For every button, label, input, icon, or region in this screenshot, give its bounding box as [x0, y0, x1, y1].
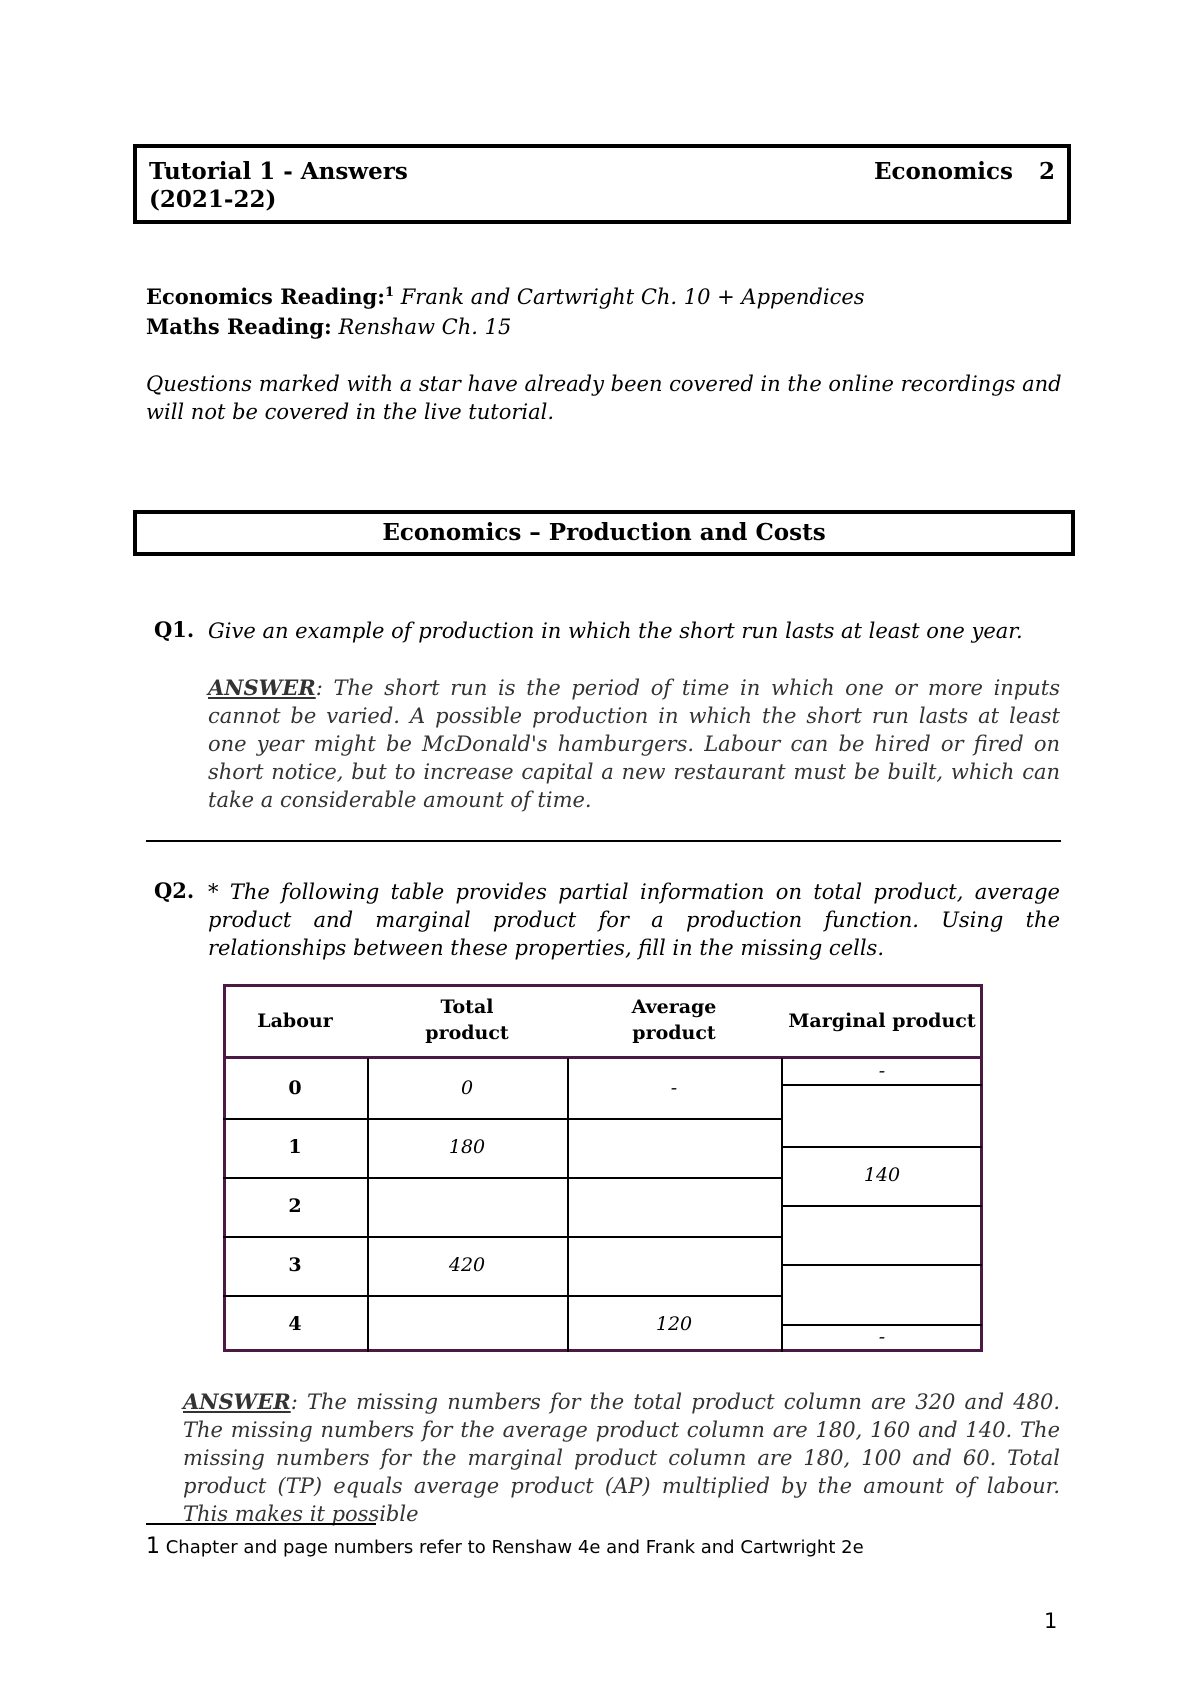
q1-answer-text: : The short run is the period of time in which one or more inputs cannot be varied. A possible production in which the short run lasts at least one year might be McDonald's hamburgers. Labour can be hired or fired on short notice, but to increase capital a new restaurant must be built, which can take a considerable amount of time. [208, 676, 1060, 812]
header-marginal-product: Marginal product [788, 1010, 976, 1032]
maths-reading [146, 314, 511, 339]
mp-line [782, 1264, 982, 1266]
cell-tp: 420 [448, 1254, 486, 1276]
cell-mp-top: - [878, 1060, 886, 1082]
cell-labour: 3 [288, 1254, 302, 1276]
cell-ap: - [670, 1077, 678, 1099]
col-sep-2 [567, 1058, 569, 1352]
q2-question: * The following table provides partial information on total product, average product and marginal product for a production function. Using the relationships between these properties, fill in the missing cells. [208, 880, 1060, 960]
row-line [223, 1295, 782, 1297]
economics-reading-label: Economics Reading: [146, 284, 385, 309]
page-number: 1 [1044, 1609, 1058, 1633]
row-line [223, 1177, 782, 1179]
q2-answer-text: : The missing numbers for the total product column are 320 and 480. The missing numbers for the average product column are 180, 160 and 140. The missing numbers for the marginal product column are 180, 100 and 60. Total product (TP) equals average product (AP) multiplied by the amount of labour. This makes it possible [183, 1390, 1060, 1526]
mp-line [782, 1205, 982, 1207]
academic-year: (2021-22) [149, 186, 277, 213]
header-border [223, 1056, 983, 1059]
header-labour: Labour [257, 1010, 333, 1032]
footnote-separator [146, 1523, 376, 1525]
cell-labour: 2 [288, 1195, 302, 1217]
divider [146, 840, 1061, 842]
q2-answer-label: ANSWER [183, 1389, 291, 1414]
maths-reading-text: Renshaw Ch. 15 [338, 315, 512, 339]
cell-ap: 120 [655, 1313, 693, 1335]
footnote-ref: 1 [384, 285, 395, 300]
document-title: Tutorial 1 - Answers [149, 158, 408, 185]
section-title: Economics – Production and Costs [133, 510, 1075, 556]
q2-answer [183, 1388, 1060, 1528]
cell-labour: 4 [288, 1313, 302, 1335]
footnote-text: Chapter and page numbers refer to Renshaw 4e and Frank and Cartwright 2e [165, 1537, 864, 1558]
production-table [223, 984, 983, 1354]
maths-reading-label: Maths Reading: [146, 314, 332, 339]
mp-line [782, 1084, 982, 1086]
star-note: Questions marked with a star have already been covered in the online recordings and will not be covered in the live tutorial. [146, 372, 1062, 424]
row-line [223, 1118, 782, 1120]
cell-labour: 1 [288, 1136, 302, 1158]
mp-line [782, 1146, 982, 1148]
cell-mp-bottom: - [878, 1326, 886, 1348]
col-sep-1 [367, 1058, 369, 1352]
course-name: Economics 2 [874, 158, 1055, 185]
header-total-product: Total product [425, 996, 509, 1044]
footnote-number: 1 [146, 1534, 160, 1559]
q1-answer-label: ANSWER [208, 675, 316, 700]
header-box [133, 144, 1071, 224]
cell-tp: 180 [448, 1136, 486, 1158]
q2-number: Q2. [154, 878, 195, 903]
q1-number: Q1. [154, 617, 195, 642]
q1-question: Give an example of production in which the short run lasts at least one year. [208, 619, 1023, 643]
q1-answer [208, 674, 1060, 814]
economics-reading-text: Frank and Cartwright Ch. 10 + Appendices [400, 285, 865, 309]
header-average-product: Average product [631, 996, 717, 1044]
cell-tp: 0 [460, 1077, 474, 1099]
cell-mp: 140 [863, 1164, 901, 1186]
economics-reading [146, 284, 865, 309]
row-line [223, 1236, 782, 1238]
footnote [146, 1534, 864, 1559]
cell-labour: 0 [288, 1077, 302, 1099]
